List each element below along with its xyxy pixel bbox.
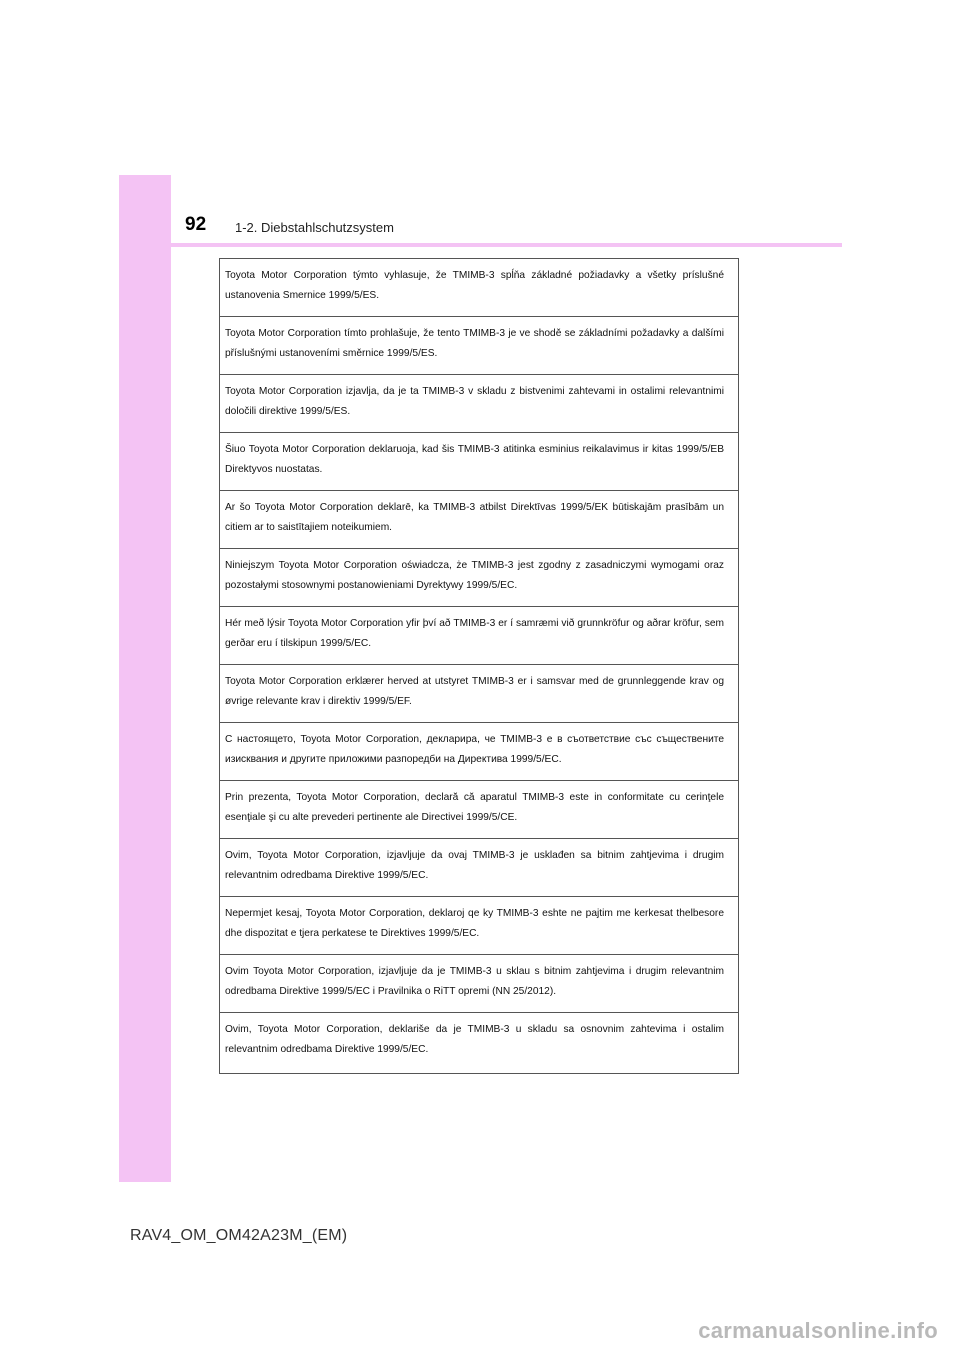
watermark: carmanualsonline.info [698,1318,938,1343]
declaration-latvian: Ar šo Toyota Motor Corporation deklarē, ka TMIMB-3 atbilst Direktīvas 1999/5/EK būtiskajām prasībām un citiem ar to saistītajiem noteikumiem. [220,491,738,549]
declaration-czech: Toyota Motor Corporation tímto prohlašuje, že tento TMIMB-3 je ve shodě se základními požadavky a dalšími příslušnými ustanoveními směrnice 1999/5/ES. [220,317,738,375]
declaration-polish: Niniejszym Toyota Motor Corporation oświadcza, że TMIMB-3 jest zgodny z zasadniczymi wymogami oraz pozostałymi stosownymi postanowieniami Dyrektywy 1999/5/EC. [220,549,738,607]
header-rule [171,243,842,247]
declaration-serbian: Ovim, Toyota Motor Corporation, deklariše da je TMIMB-3 u skladu sa osnovnim zahtevima i ostalim relevantnim odredbama Direktive 1999/5/EC. [225,1024,724,1055]
page-number: 92 [185,214,207,235]
declaration-norwegian: Toyota Motor Corporation erklærer herved at utstyret TMIMB-3 er i samsvar med de grunnleggende krav og øvrige relevante krav i direktiv 1999/5/EF. [220,665,738,723]
declaration-lithuanian: Šiuo Toyota Motor Corporation deklaruoja, kad šis TMIMB-3 atitinka esminius reikalavimus ir kitas 1999/5/EB Direktyvos nuostatas. [220,433,738,491]
section-title: 1-2. Diebstahlschutzsystem [235,220,394,235]
declaration-croatian: Ovim Toyota Motor Corporation, izjavljuje da je TMIMB-3 u sklau s bitnim zahtjevima i drugim relevantnim odredbama Direktive 1999/5/EC i Pravilnika o RiTT opremi (NN 25/2012). [220,955,738,1013]
declaration-bosnian: Ovim, Toyota Motor Corporation, izjavljuje da ovaj TMIMB-3 je usklađen sa bitnim zahtjevima i drugim relevantnim odredbama Direktive 1999/5/EC. [220,839,738,897]
declaration-slovak: Toyota Motor Corporation týmto vyhlasuje, že TMIMB-3 spĺňa základné požiadavky a všetky príslušné ustanovenia Smernice 1999/5/ES. [220,259,738,317]
declaration-albanian: Nepermjet kesaj, Toyota Motor Corporation, deklaroj qe ky TMIMB-3 eshte ne pajtim me kerkesat thelbesore dhe dispozitat e tjera perkatese te Direktives 1999/5/EC. [220,897,738,955]
declaration-romanian: Prin prezenta, Toyota Motor Corporation, declară că aparatul TMIMB-3 este in conformitate cu cerinţele esenţiale şi cu alte prevederi pertinente ale Directivei 1999/5/CE. [220,781,738,839]
declaration-slovenian: Toyota Motor Corporation izjavlja, da je ta TMIMB-3 v skladu z bistvenimi zahtevami in ostalimi relevantnimi določili direktive 1999/5/ES. [220,375,738,433]
declaration-bulgarian: С настоящето, Toyota Motor Corporation, декларира, че TMIMB-3 е в съответствие със съществените изисквания и другите приложими разпоредби на Директива 1999/5/ЕС. [220,723,738,781]
document-code: RAV4_OM_OM42A23M_(EM) [130,1227,348,1244]
declaration-icelandic: Hér með lýsir Toyota Motor Corporation yfir því að TMIMB-3 er í samræmi við grunnkröfur og aðrar kröfur, sem gerðar eru í tilskipun 1999/5/EC. [220,607,738,665]
chapter-side-tab [119,175,171,1182]
declaration-table [219,258,739,1074]
